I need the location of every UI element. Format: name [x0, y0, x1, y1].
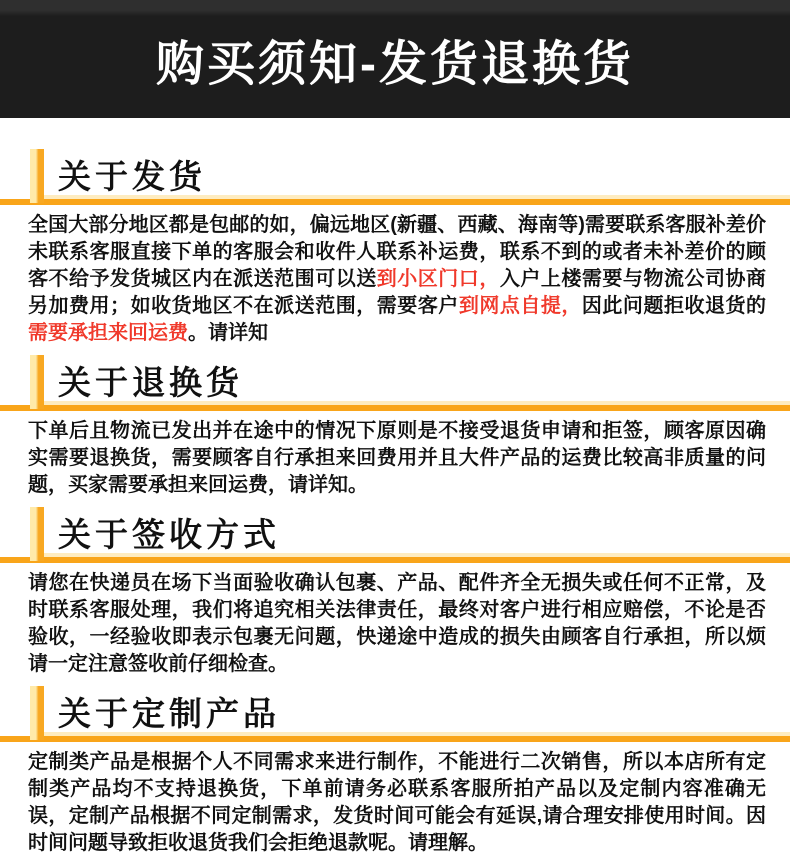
section-heading-row — [0, 152, 790, 196]
notice-sections — [0, 152, 790, 860]
paragraph-text: 下单后且物流已发出并在途中的情况下原则是不接受退货申请和拒签，顾客原因确实需要退换货，需要顾客自行承担来回费用并且大件产品的运费比较高非质量的问题，买家需要承担来回运费，请详知。 — [28, 420, 766, 496]
section-title: 关于签收方式 — [58, 515, 280, 553]
page-title: 购买须知-发货退换货 — [156, 37, 634, 91]
highlighted-text: 到小区门口， — [376, 268, 500, 290]
highlighted-text: 到网点自提， — [458, 295, 582, 317]
section-paragraph — [0, 411, 790, 502]
section-title: 关于发货 — [58, 157, 206, 195]
paragraph-text: 全国大部分地区都是包邮的如，偏远地区(新疆、西藏、海南等)需要联系客服补差价未联系客服直接下单的客服会和收件人联系补运费，联系不到的或者未补差价的顾客不给予发货城区内在派送范围可以送 — [28, 214, 766, 290]
heading-accent-bar — [30, 355, 44, 409]
notice-section — [0, 152, 790, 350]
section-paragraph — [0, 205, 790, 350]
section-title: 关于退换货 — [58, 363, 243, 401]
paragraph-text: 入户上楼需要与物流公司协商另加费用；如收货地区不在派送范围，需要客户 — [28, 268, 767, 317]
section-heading-row — [0, 510, 790, 554]
highlighted-text: 需要承担来回运费 — [28, 322, 188, 344]
paragraph-text: 定制类产品是根据个人不同需求来进行制作，不能进行二次销售，所以本店所有定制类产品均不支持退换货，下单前请务必联系客服所拍产品以及定制内容准确无误，定制产品根据不同定制需求，发货时间可能会有延误,请合理安排使用时间。因时间问题导致拒收退货我们会拒绝退款呢。请理解。 — [28, 751, 766, 854]
section-heading-row — [0, 358, 790, 402]
section-paragraph — [0, 742, 790, 860]
header-banner — [0, 0, 790, 118]
section-heading-row — [0, 689, 790, 733]
paragraph-text: 请您在快递员在场下当面验收确认包裹、产品、配件齐全无损失或任何不正常，及时联系客服处理，我们将追究相关法律责任，最终对客户进行相应赔偿，不论是否验收，一经验收即表示包裹无问题，快递途中造成的损失由顾客自行承担，所以烦请一定注意签收前仔细检查。 — [28, 572, 766, 675]
section-title: 关于定制产品 — [58, 694, 280, 732]
heading-accent-bar — [30, 507, 44, 561]
notice-section — [0, 510, 790, 681]
paragraph-text: 因此问题拒收退货的 — [581, 295, 767, 317]
paragraph-text: 。请详知 — [188, 322, 268, 344]
notice-section — [0, 689, 790, 860]
section-paragraph — [0, 563, 790, 681]
heading-accent-bar — [30, 686, 44, 740]
heading-accent-bar — [30, 149, 44, 203]
notice-section — [0, 358, 790, 502]
